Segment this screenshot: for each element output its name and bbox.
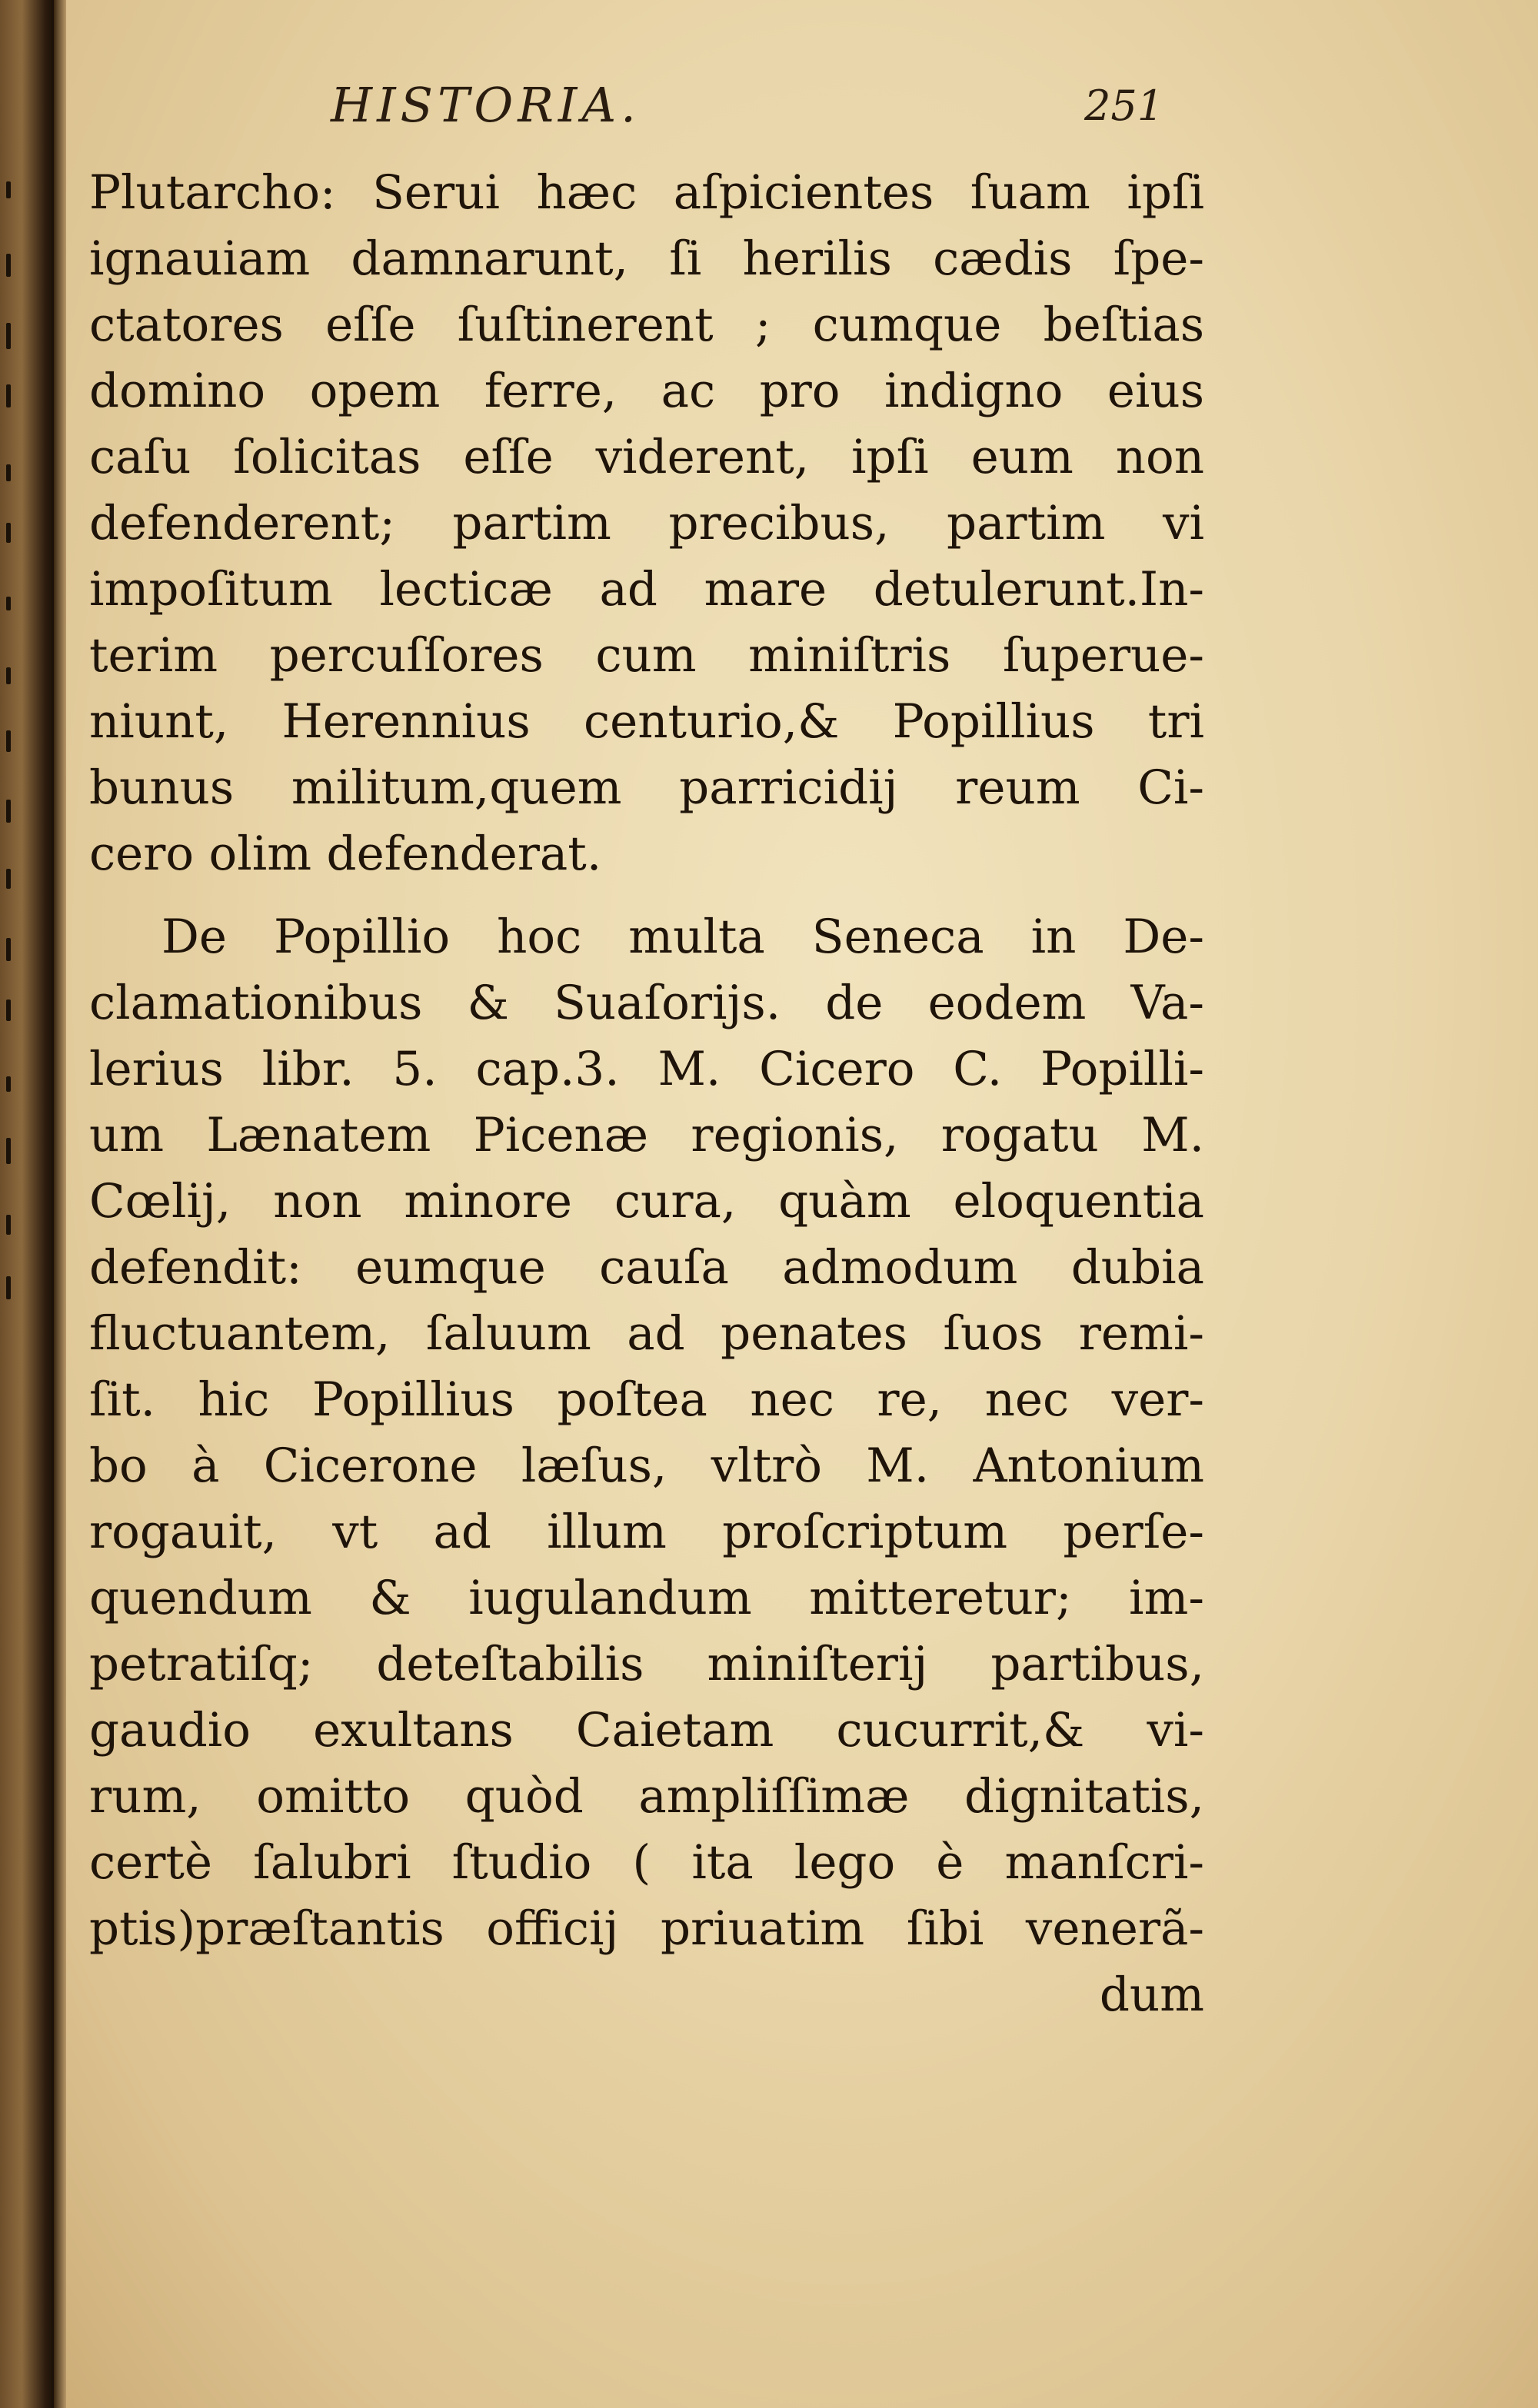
text-line: certè ſalubri ſtudio ( ita lego è manſcri- xyxy=(89,1835,1204,1890)
text-line: ctatores eſſe ſuſtinerent ; cumque beſtias xyxy=(89,298,1204,352)
text-line: Plutarcho: Serui hæc aſpicientes ſuam ipſi xyxy=(89,165,1204,220)
text-line: quendum & iugulandum mitteretur; im- xyxy=(89,1571,1204,1625)
paragraph-gap xyxy=(89,887,1204,904)
text-line: impoſitum lecticæ ad mare detulerunt.In- xyxy=(89,562,1204,617)
text-line: clamationibus & Suaſorijs. de eodem Va- xyxy=(89,976,1204,1030)
text-line: defendit: eumque cauſa admodum dubia xyxy=(89,1240,1204,1295)
text-line: um Lænatem Picenæ regionis, rogatu M. xyxy=(89,1108,1204,1162)
text-line: Cœlij, non minore cura, quàm eloquentia xyxy=(89,1174,1204,1229)
text-line: lerius libr. 5. cap.3. M. Cicero C. Popilli- xyxy=(89,1042,1204,1096)
text-line: domino opem ferre, ac pro indigno eius xyxy=(89,364,1204,418)
text-line: fluctuantem, ſaluum ad penates ſuos remi- xyxy=(89,1306,1204,1361)
text-line: niunt, Herennius centurio,& Popillius tri xyxy=(89,694,1204,749)
text-line: defenderent; partim precibus, partim vi xyxy=(89,496,1204,550)
body-text xyxy=(89,160,1204,2028)
page-number: 251 xyxy=(1084,81,1164,130)
text-line: ſit. hic Popillius poſtea nec re, nec ver- xyxy=(89,1372,1204,1427)
running-head: HISTORIA. xyxy=(331,77,641,133)
text-line: bunus militum,quem parricidij reum Ci- xyxy=(89,760,1204,815)
text-line: ptis)præſtantis officij priuatim ſibi venerã- xyxy=(89,1901,1204,1956)
text-line: De Popillio hoc multa Seneca in De- xyxy=(161,910,1204,964)
text-line: bo à Cicerone læſus, vltrò M. Antonium xyxy=(89,1438,1204,1493)
text-line: terim percuſſores cum miniſtris ſuperue- xyxy=(89,628,1204,683)
text-line: rogauit, vt ad illum proſcriptum perſe- xyxy=(89,1505,1204,1559)
catchword: dum xyxy=(1099,1967,1204,2022)
facing-page-edge-marks xyxy=(0,0,23,2408)
spine-shadow xyxy=(54,0,66,2408)
text-line: gaudio exultans Caietam cucurrit,& vi- xyxy=(89,1703,1204,1758)
text-line: rum, omitto quòd ampliſſimæ dignitatis, xyxy=(89,1769,1204,1824)
text-line: cero olim defenderat. xyxy=(89,827,602,881)
text-line: caſu ſolicitas eſſe viderent, ipſi eum non xyxy=(89,430,1204,484)
text-line: ignauiam damnarunt, ſi herilis cædis ſpe- xyxy=(89,231,1204,286)
text-line: petratiſq; deteſtabilis miniſterij partibus, xyxy=(89,1637,1204,1691)
